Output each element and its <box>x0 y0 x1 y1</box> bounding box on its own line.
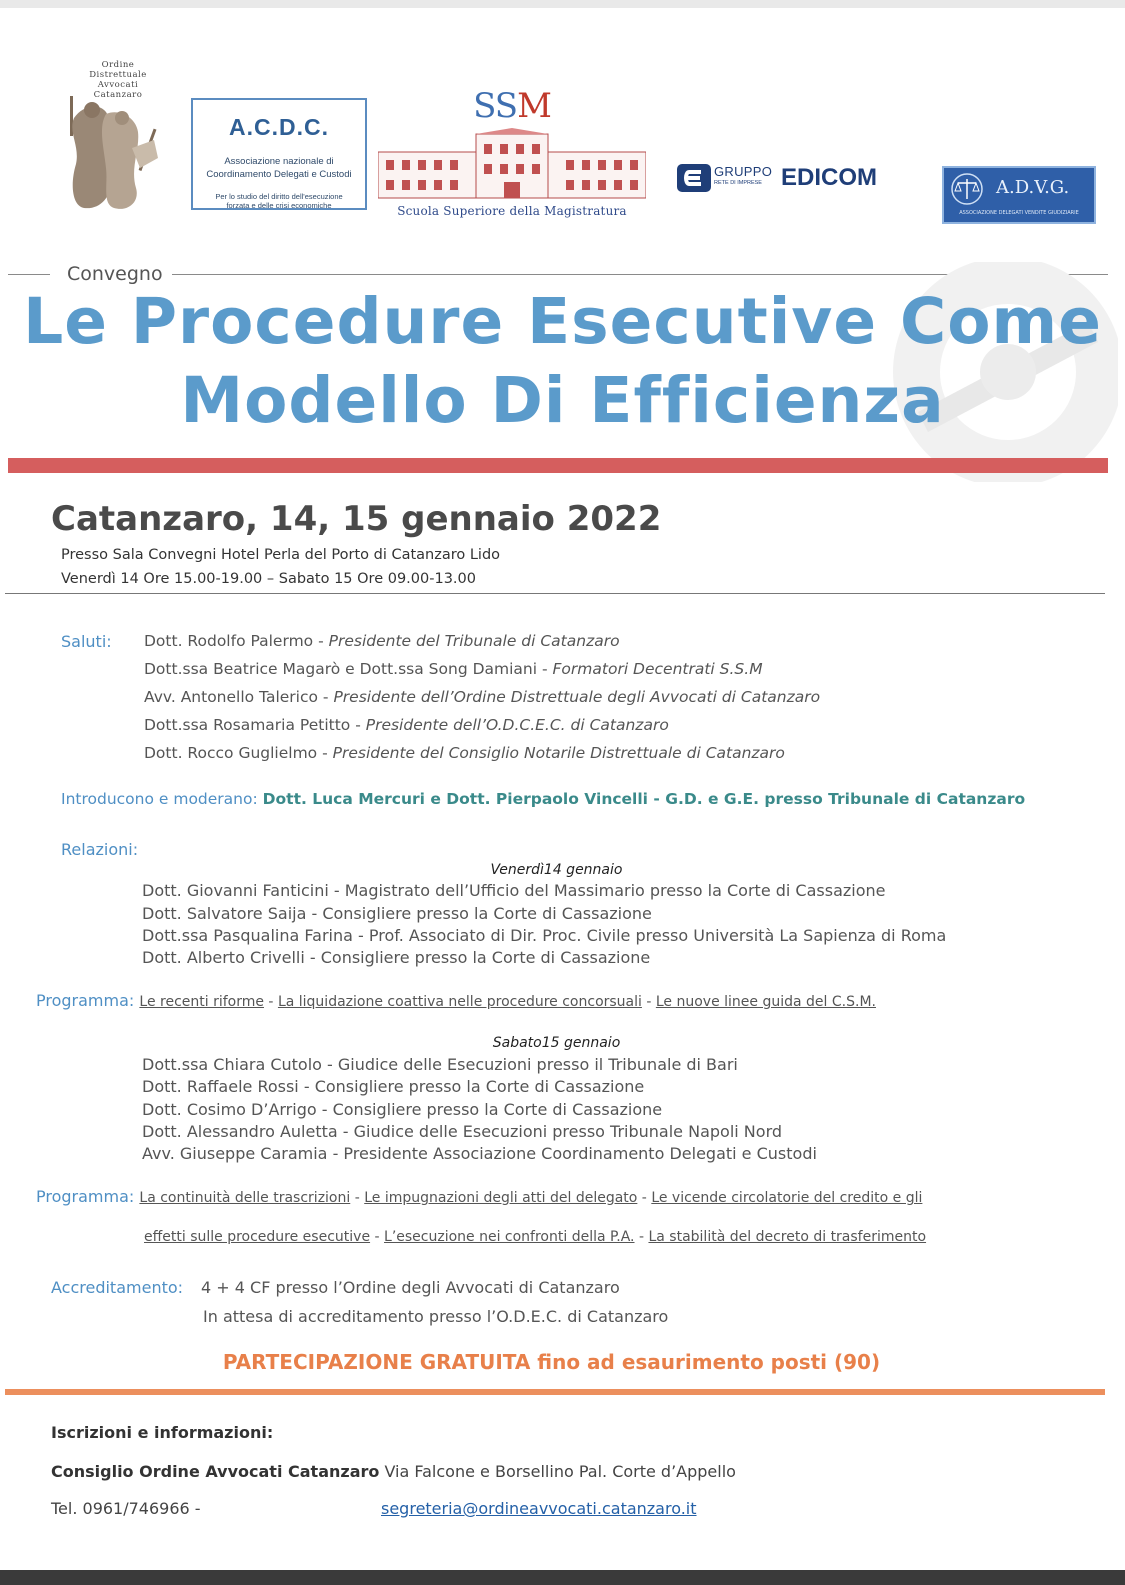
topic-link: Le recenti riforme <box>139 994 264 1010</box>
accreditamento-label: Accreditamento: <box>51 1278 184 1297</box>
topic-link: Le nuove linee guida del C.S.M. <box>655 994 876 1010</box>
event-kicker: Convegno <box>67 263 163 285</box>
footer-heading: Iscrizioni e informazioni: <box>51 1423 274 1442</box>
event-date: Catanzaro, 14, 15 gennaio 2022 <box>51 499 662 539</box>
footer-org: Consiglio Ordine Avvocati Catanzaro <box>51 1462 380 1481</box>
topic-link: La continuità delle trascrizioni <box>139 1190 351 1206</box>
speaker-row: Dott. Alessandro Auletta - Giudice delle Esecuzioni presso Tribunale Napoli Nord <box>142 1122 783 1141</box>
saluti-item <box>144 716 669 734</box>
ssm-caption: Scuola Superiore della Magistratura <box>397 204 627 218</box>
programma-day1: Programma: Le recenti riforme - La liquidazione coattiva nelle procedure concorsuali - Le nuove linee guida del C.S.M. <box>36 991 876 1010</box>
ssm-mark-m: M <box>517 86 551 126</box>
edicom-name: EDICOM <box>781 164 877 191</box>
programma-day2: Programma: La continuità delle trascrizioni - Le impugnazioni degli atti del delegato - Le vicende circolatorie del credito e gli <box>36 1187 923 1206</box>
accreditamento-line-2: In attesa di accreditamento presso l’O.D.E.C. di Catanzaro <box>203 1307 669 1326</box>
event-hours: Venerdì 14 Ore 15.00-19.00 – Sabato 15 Ore 09.00-13.00 <box>61 571 476 587</box>
topic-link: La stabilità del decreto di trasferimento <box>648 1229 927 1245</box>
palace-building-icon <box>378 128 646 200</box>
intro-text: Dott. Luca Mercuri e Dott. Pierpaolo Vincelli - G.D. e G.E. presso Tribunale di Catanzaro <box>262 790 1026 808</box>
acdc-desc-3: Per lo studio del diritto dell'esecuzione <box>215 192 343 201</box>
saluti-item <box>144 744 785 762</box>
day2-title: Sabato15 gennaio <box>492 1035 621 1051</box>
saluti-name: Avv. Antonello Talerico - <box>144 688 334 706</box>
scales-of-justice-icon <box>950 172 984 206</box>
edicom-rete: RETE DI IMPRESE <box>714 180 762 186</box>
speaker-row: Dott. Giovanni Fanticini - Magistrato dell’Ufficio del Massimario presso la Corte di Cassazione <box>142 881 886 900</box>
saluti-name: Dott. Rodolfo Palermo - <box>144 632 329 650</box>
justice-statue-icon <box>62 88 174 214</box>
programma-label: Programma: <box>36 991 135 1010</box>
edicom-logo <box>677 162 897 196</box>
saluti-item <box>144 660 763 678</box>
red-divider-bar <box>8 458 1108 473</box>
odac-caption-3: Avvocati <box>97 80 139 90</box>
saluti-label: Saluti: <box>61 632 112 651</box>
acdc-desc-1: Associazione nazionale di <box>224 156 334 167</box>
advg-name: A.D.V.G. <box>996 177 1070 198</box>
intro-label: Introducono e moderano: <box>61 790 263 808</box>
topic-link: Le vicende circolatorie del credito e gli <box>651 1190 923 1206</box>
saluti-name: Dott.ssa Rosamaria Petitto - <box>144 716 366 734</box>
speaker-row: Avv. Giuseppe Caramia - Presidente Associazione Coordinamento Delegati e Custodi <box>142 1144 817 1163</box>
acdc-logo <box>191 98 367 210</box>
advg-logo <box>942 166 1096 224</box>
intro-line <box>61 790 1025 808</box>
odac-caption-4: Catanzaro <box>93 90 143 100</box>
advg-caption: ASSOCIAZIONE DELEGATI VENDITE GIUDIZIARIE <box>959 210 1079 216</box>
ssm-logo <box>374 86 650 222</box>
speaker-row: Dott. Salvatore Saija - Consigliere presso la Corte di Cassazione <box>142 904 652 923</box>
topic-link: effetti sulle procedure esecutive <box>144 1229 371 1245</box>
date-divider <box>5 593 1105 594</box>
programma-label: Programma: <box>36 1187 135 1206</box>
event-venue: Presso Sala Convegni Hotel Perla del Porto di Catanzaro Lido <box>61 547 501 563</box>
saluti-name: Dott. Rocco Guglielmo - <box>144 744 333 762</box>
free-participation-notice: PARTECIPAZIONE GRATUITA fino ad esaurimento posti (90) <box>222 1350 881 1374</box>
acdc-name: A.C.D.C. <box>229 114 329 140</box>
saluti-role: Presidente del Tribunale di Catanzaro <box>328 632 620 650</box>
acdc-desc-2: Coordinamento Delegati e Custodi <box>206 169 352 180</box>
accreditamento-line-1: 4 + 4 CF presso l’Ordine degli Avvocati di Catanzaro <box>201 1278 620 1297</box>
speaker-row: Dott. Cosimo D’Arrigo - Consigliere presso la Corte di Cassazione <box>142 1100 663 1119</box>
ssm-mark <box>374 86 650 126</box>
edicom-e-icon <box>677 164 711 192</box>
ssm-mark-ss: SS <box>473 86 518 126</box>
topic-link: Le impugnazioni degli atti del delegato <box>364 1190 638 1206</box>
orange-divider-bar <box>5 1389 1105 1395</box>
saluti-role: Presidente del Consiglio Notarile Distrettuale di Catanzaro <box>332 744 785 762</box>
speaker-row: Dott.ssa Chiara Cutolo - Giudice delle Esecuzioni presso il Tribunale di Bari <box>142 1055 738 1074</box>
footer-street: Via Falcone e Borsellino Pal. Corte d’Appello <box>379 1462 736 1481</box>
acdc-desc-4: forzata e delle crisi economiche <box>226 201 332 210</box>
saluti-item <box>144 632 620 650</box>
speaker-row: Dott. Alberto Crivelli - Consigliere presso la Corte di Cassazione <box>142 948 651 967</box>
saluti-role: Formatori Decentrati S.S.M <box>552 660 763 678</box>
odac-logo <box>62 58 174 214</box>
saluti-item <box>144 688 820 706</box>
programma-day2-cont: effetti sulle procedure esecutive - L’esecuzione nei confronti della P.A. - La stabilità del decreto di trasferimento <box>144 1229 927 1245</box>
odac-caption-1: Ordine <box>101 60 135 70</box>
topic-link: La liquidazione coattiva nelle procedure concorsuali <box>277 994 642 1010</box>
relazioni-label: Relazioni: <box>61 840 139 859</box>
speaker-row: Dott. Raffaele Rossi - Consigliere presso la Corte di Cassazione <box>142 1077 645 1096</box>
speaker-row: Dott.ssa Pasqualina Farina - Prof. Associato di Dir. Proc. Civile presso Università La Sapienza di Roma <box>142 926 947 945</box>
title-line-1: Le Procedure Esecutive Come <box>23 285 1102 358</box>
topic-link: L’esecuzione nei confronti della P.A. <box>384 1229 635 1245</box>
saluti-role: Presidente dell’Ordine Distrettuale degli Avvocati di Catanzaro <box>333 688 821 706</box>
title-line-2: Modello Di Efficienza <box>180 364 945 437</box>
odac-caption-2: Distrettuale <box>89 70 147 80</box>
day1-title: Venerdì14 gennaio <box>490 862 623 878</box>
email-link[interactable]: segreteria@ordineavvocati.catanzaro.it <box>381 1499 697 1518</box>
saluti-name: Dott.ssa Beatrice Magarò e Dott.ssa Song Damiani - <box>144 660 553 678</box>
top-band <box>0 0 1125 8</box>
edicom-gruppo: GRUPPO <box>714 164 773 179</box>
saluti-role: Presidente dell’O.D.C.E.C. di Catanzaro <box>365 716 669 734</box>
footer-tel: Tel. 0961/746966 - <box>51 1499 201 1518</box>
divider-left <box>8 274 50 275</box>
footer-address <box>51 1462 736 1481</box>
